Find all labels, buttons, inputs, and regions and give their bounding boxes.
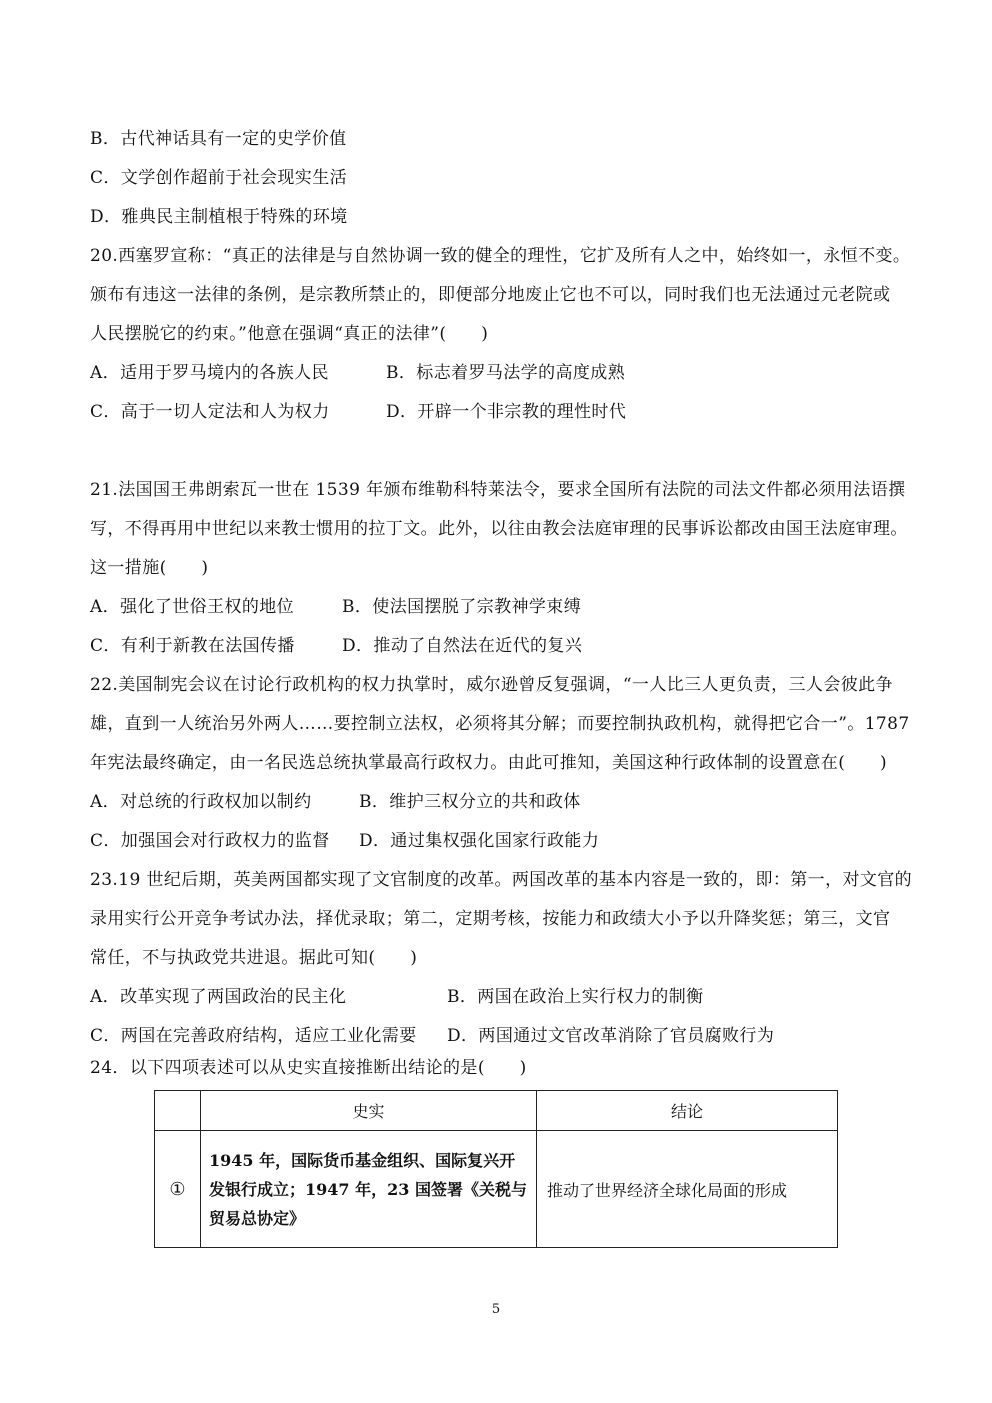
q20-option-c: C．高于一切人定法和人为权力 — [90, 402, 330, 422]
q23-option-c: C．两国在完善政府结构，适应工业化需要 — [90, 1026, 417, 1046]
q24-stem: 24．以下四项表述可以从史实直接推断出结论的是( ) — [90, 1058, 527, 1078]
q23-options-row-1 — [90, 986, 704, 1008]
q21-options-row-1 — [90, 596, 582, 618]
q23-stem-line-1: 23.19 世纪后期，英美两国都实现了文官制度的改革。两国改革的基本内容是一致的，即：第一，对文官的 — [90, 870, 913, 890]
q22-stem-line-1: 22.美国制宪会议在讨论行政机构的权力执掌时，威尔逊曾反复强调，“一人比三人更负责，三人会彼此争 — [90, 675, 893, 695]
q20-stem-line-3: 人民摆脱它的约束。”他意在强调“真正的法律”( ) — [90, 324, 489, 344]
page-number: 5 — [491, 1302, 501, 1317]
table-row — [155, 1131, 838, 1248]
q20-stem-line-1: 20.西塞罗宣称：“真正的法律是与自然协调一致的健全的理性，它扩及所有人之中，始终如一，永恒不变。 — [90, 246, 911, 266]
q21-stem-line-1: 21.法国国王弗朗索瓦一世在 1539 年颁布维勒科特莱法令，要求全国所有法院的司法文件都必须用法语撰 — [90, 480, 906, 500]
q22-options-row-1 — [90, 791, 581, 813]
q23-stem-line-2: 录用实行公开竞争考试办法，择优录取；第二，定期考核，按能力和政绩大小予以升降奖惩；第三，文官 — [90, 909, 891, 929]
q21-option-b: B．使法国摆脱了宗教神学束缚 — [342, 597, 582, 617]
q23-stem-line-3: 常任，不与执政党共进退。据此可知( ) — [90, 948, 418, 968]
q19-option-b: B．古代神话具有一定的史学价值 — [90, 129, 347, 149]
row-fact-line-2: 发银行成立；1947 年，23 国签署《关税与 — [209, 1179, 527, 1199]
q21-option-c: C．有利于新教在法国传播 — [90, 636, 295, 656]
q20-stem-line-2: 颁布有违这一法律的条例，是宗教所禁止的，即便部分地废止它也不可以，同时我们也无法通过元老院或 — [90, 285, 891, 305]
q20-option-a: A．适用于罗马境内的各族人民 — [90, 363, 329, 383]
q19-option-d: D．雅典民主制植根于特殊的环境 — [90, 207, 348, 227]
q22-option-c: C．加强国会对行政权力的监督 — [90, 831, 330, 851]
q20-option-d: D．开辟一个非宗教的理性时代 — [386, 402, 627, 422]
table-header-row — [155, 1091, 838, 1131]
q22-option-a: A．对总统的行政权加以制约 — [90, 792, 312, 812]
row-conclusion: 推动了世界经济全球化局面的形成 — [537, 1131, 838, 1248]
q23-option-b: B．两国在政治上实行权力的制衡 — [447, 987, 704, 1007]
q22-option-b: B．维护三权分立的共和政体 — [359, 792, 581, 812]
row-fact-line-3: 贸易总协定》 — [209, 1208, 306, 1228]
q21-stem-line-2: 写，不得再用中世纪以来教士惯用的拉丁文。此外，以往由教会法庭审理的民事诉讼都改由国王法庭审理。 — [90, 519, 908, 539]
q23-option-a: A．改革实现了两国政治的民主化 — [90, 987, 347, 1007]
q22-stem-line-2: 雄，直到一人统治另外两人……要控制立法权，必须将其分解；而要控制执政机构，就得把它合一”。1787 — [90, 714, 910, 734]
q22-option-d: D．通过集权强化国家行政能力 — [359, 831, 600, 851]
q20-options-row-1 — [90, 362, 626, 384]
table-header-fact: 史实 — [201, 1091, 537, 1131]
q20-option-b: B．标志着罗马法学的高度成熟 — [386, 363, 626, 383]
q22-stem-line-3: 年宪法最终确定，由一名民选总统执掌最高行政权力。由此可推知，美国这种行政体制的设置意在( ) — [90, 753, 888, 773]
q21-option-d: D．推动了自然法在近代的复兴 — [342, 636, 583, 656]
q23-options-row-2 — [90, 1025, 775, 1047]
row-fact-line-1: 1945 年，国际货币基金组织、国际复兴开 — [209, 1150, 516, 1170]
row-number: ① — [155, 1131, 201, 1248]
q21-options-row-2 — [90, 635, 583, 657]
q23-option-d: D．两国通过文官改革消除了官员腐败行为 — [447, 1026, 775, 1046]
q22-options-row-2 — [90, 830, 600, 852]
q21-option-a: A．强化了世俗王权的地位 — [90, 597, 295, 617]
q19-option-c: C．文学创作超前于社会现实生活 — [90, 168, 348, 188]
q20-options-row-2 — [90, 401, 627, 423]
row-fact — [201, 1131, 537, 1248]
q24-facts-table — [154, 1090, 838, 1248]
table-header-blank — [155, 1091, 201, 1131]
q21-stem-line-3: 这一措施( ) — [90, 558, 209, 578]
table-header-conclusion: 结论 — [537, 1091, 838, 1131]
